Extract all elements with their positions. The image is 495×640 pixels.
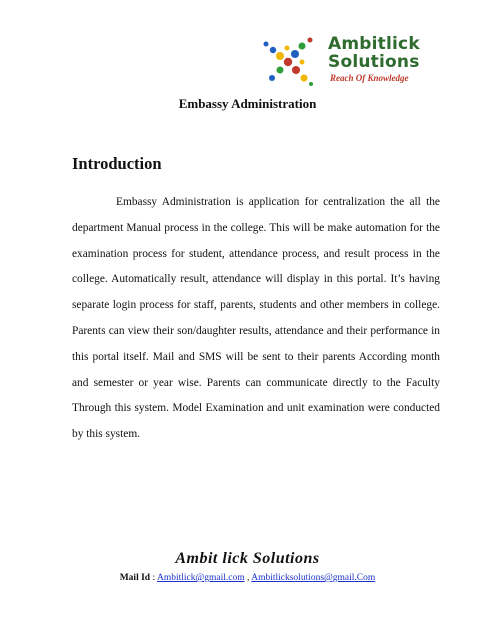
introduction-paragraph: Embassy Administration is application for centralization the all the department Manual process in the college. This will be make automation for the examination process for student, attendance process, and result process in the college. Automatically result, attendance will display in this portal. It’s having separate login process for staff, parents, students and other members in college. Parents can view their son/daughter results, attendance and their performance in this portal itself. Mail and SMS will be sent to their parents According month and semester or year wise. Parents can communicate directly to the Faculty Through this system. Model Examination and unit examination were conducted by this system. <box>72 196 440 441</box>
section-heading: Introduction <box>72 154 162 173</box>
document-title: Embassy Administration <box>178 96 317 111</box>
mail-separator-2: , <box>244 573 252 583</box>
email-link-1[interactable]: Ambitlick@gmail.com <box>156 573 245 583</box>
email-link-2[interactable]: Ambitlicksolutions@gmail.Com <box>251 573 376 583</box>
mail-separator: : <box>150 573 157 583</box>
mail-label: Mail Id <box>119 573 151 583</box>
footer-mail-line <box>0 573 495 583</box>
logo-tagline: Reach Of Knowledge <box>330 73 409 83</box>
logo-name-line1: Ambitlick <box>328 34 420 54</box>
company-logo <box>262 34 432 86</box>
footer-brand: Ambit lick Solutions <box>175 550 320 567</box>
logo-name-line2: Solutions <box>328 52 420 72</box>
logo-dots-icon <box>262 34 326 86</box>
